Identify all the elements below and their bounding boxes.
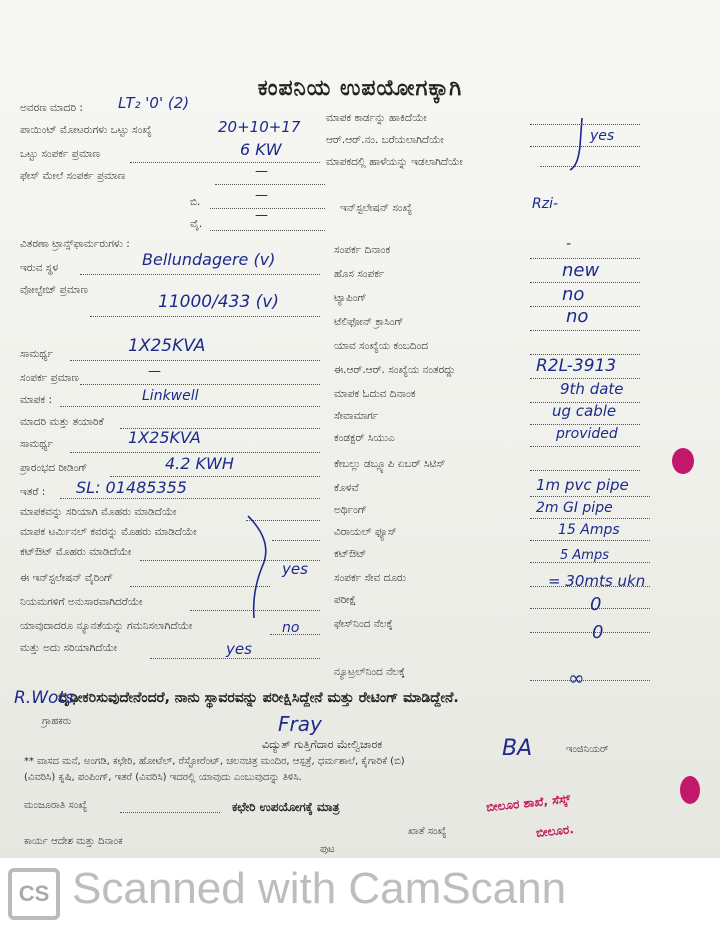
dotted-line <box>70 452 320 453</box>
left-value: 1X25KVA <box>128 336 206 356</box>
right-label: ಆರ್.ಆರ್.ನಂ. ಬರೆಯಲಾಗಿದೆಯೇ <box>326 134 444 146</box>
dotted-line <box>530 446 640 447</box>
left-label: ಮಾಪಕ ಟರ್ಮಿನಲ್ ಕವರನ್ನು ಮೊಹರು ಮಾಡಿದೆಯೇ <box>20 526 197 538</box>
ink-blot <box>680 776 700 804</box>
right-value: provided <box>556 426 618 442</box>
left-value: — <box>148 364 161 379</box>
right-label: ಕಂಡಕ್ಟರ್ ಸಿಯುಎ <box>334 432 395 444</box>
office-use-heading: ಕಛೇರಿ ಉಪಯೋಗಕ್ಕೆ ಮಾತ್ರ <box>232 800 340 814</box>
left-label: ವಿತರಣಾ ಟ್ರಾನ್ಸ್‌ಫಾರ್ಮರುಗಳು : <box>20 238 130 250</box>
dotted-line <box>120 812 220 813</box>
dotted-line <box>530 258 640 259</box>
right-value: Rzi- <box>532 196 559 212</box>
right-value: = 30mts ukn <box>548 572 646 590</box>
left-label: ಮಾಪಕ : <box>20 394 53 406</box>
scanner-watermark <box>0 858 720 926</box>
left-label: ಒಟ್ಟು ಸಂಪರ್ಕ ಪ್ರಮಾಣ <box>20 148 101 160</box>
right-label: ಅರ್ಥಿಂಗ್ <box>334 504 367 516</box>
left-label: ಇತರೆ : <box>20 486 46 498</box>
dotted-line <box>215 184 325 185</box>
office-stamp: ಬೀಲೂರ ಶಾಖೆ, ಸೆಸ್ಕ್ <box>485 791 571 815</box>
dotted-line <box>530 354 640 355</box>
engineer-signature: BA <box>502 736 533 761</box>
note-line-2: (ವಿವರಿಸಿ) ಕೃಷಿ, ಪಂಪಿಂಗ್, ಇತರೆ (ವಿವರಿಸಿ) ಇದರಲ್ಲಿ ಯಾವುದು ಎಂಬುವುದನ್ನು ತಿಳಿಸಿ. <box>24 772 302 783</box>
ink-blot <box>672 448 694 474</box>
left-value: 20+10+17 <box>218 118 301 136</box>
dotted-line <box>530 282 640 283</box>
right-value: ∞ <box>568 666 585 690</box>
engineer-label: ಇಂಜಿನಿಯರ್ <box>566 744 609 755</box>
account-label: ಖಾತೆ ಸಂಖ್ಯೆ <box>408 826 447 837</box>
right-label: ಸಂಪರ್ಕ ದಿನಾಂಕ <box>334 244 391 256</box>
consumer-signature: R.Wots <box>14 688 74 708</box>
left-value: Linkwell <box>142 388 199 404</box>
right-label: ಟೆಲಿಫೋನ್ ಕ್ರಾಸಿಂಗ್ <box>334 316 404 328</box>
left-label: ಮಾಪಕವನ್ನು ಸರಿಯಾಗಿ ಮೊಹರು ಮಾಡಿದೆಯೇ <box>20 506 177 518</box>
right-label: ಯಾವ ಸಂಖ್ಯೆಯ ಕಂಬದಿಂದ <box>334 340 429 352</box>
right-label: ಟ್ಯಾಪಿಂಗ್ <box>334 292 367 304</box>
right-label: ವಿರಾಯಲ್ ಫ್ಯೂಸ್ <box>334 526 397 538</box>
left-label: ಯಾವುದಾದರೂ ನ್ಯೂನತೆಯನ್ನು ಗಮನಿಸಲಾಗಿದೆಯೇ <box>20 620 193 632</box>
dotted-line <box>130 162 320 163</box>
work-order-label: ಕಾರ್ಯ ಆದೇಶ ಮತ್ತು ದಿನಾಂಕ <box>24 836 123 847</box>
right-label: ಹೊಸ ಸಂಪರ್ಕ <box>334 268 385 280</box>
dotted-line <box>60 406 320 407</box>
page-label: ಪುಟ <box>320 844 335 855</box>
left-value: yes <box>282 560 308 578</box>
right-label: ಸೇವಾಮಾರ್ಗ <box>334 410 379 422</box>
left-label: ಮಾದರಿ ಮತ್ತು ತಯಾರಿಕೆ <box>20 416 104 428</box>
declaration-text: ದೃಢೀಕರಿಸುವುದೇನೆಂದರೆ, ನಾನು ಸ್ಥಾವರವನ್ನು ಪರೀಕ್ಷಿಸಿದ್ದೇನೆ ಮತ್ತು ರೇಟಿಂಗ್ ಮಾಡಿದ್ದೇನೆ. <box>58 690 459 706</box>
left-label: ಬಿ. <box>190 196 201 208</box>
right-label: ಕಟ್‌ಔಟ್ <box>334 548 367 560</box>
dotted-line <box>530 424 640 425</box>
dotted-line <box>70 360 320 361</box>
right-value: new <box>562 260 600 281</box>
dotted-line <box>530 496 650 497</box>
right-value: - <box>566 236 572 252</box>
right-value: no <box>562 284 585 305</box>
left-value: Bellundagere (v) <box>142 250 276 269</box>
dotted-line <box>530 680 650 681</box>
left-label: ಈ ಇನ್‌ಸ್ಟಲೇಷನ್ ವೈರಿಂಗ್ <box>20 572 114 584</box>
left-label: ಫೇಸ್ ಮೇಲೆ ಸಂಪರ್ಕ ಪ್ರಮಾಣ <box>20 170 126 182</box>
dotted-line <box>80 274 320 275</box>
right-label: ಮಾಪಕ ಓದುವ ದಿನಾಂಕ <box>334 388 416 400</box>
office-stamp-2: ಬೀಲೂರ. <box>535 822 575 840</box>
right-value: no <box>566 306 589 327</box>
contractor-label: ವಿದ್ಯುತ್ ಗುತ್ತಿಗೆದಾರ ಮೇಲ್ವಿಚಾರಕ <box>262 738 383 751</box>
right-value: 0 <box>592 622 604 643</box>
right-value: 15 Amps <box>558 522 620 538</box>
left-label: ವೈ. <box>190 218 203 230</box>
left-label: ಮತ್ತು ಅದು ಸರಿಯಾಗಿದೆಯೇ <box>20 642 118 654</box>
left-value: 1X25KVA <box>128 428 201 447</box>
dotted-line <box>210 230 325 231</box>
note-line-1: ** ವಾಸದ ಮನೆ, ಅಂಗಡಿ, ಕಛೇರಿ, ಹೋಟೆಲ್, ರೆಸ್ಟೋರೆಂಟ್, ಚಲನಚಿತ್ರ ಮಂದಿರ, ಆಸ್ಪತ್ರೆ, ಧರ್ಮಶಾಲೆ, ಕೈಗಾರಿಕೆ (ಬಿ) <box>24 756 405 767</box>
dotted-line <box>110 476 320 477</box>
left-value: LT₂ '0' (2) <box>118 94 190 112</box>
left-label: ಸಾಮರ್ಥ್ಯ <box>20 438 53 450</box>
right-value: 0 <box>590 594 602 615</box>
watermark-text: Scanned with CamScann <box>72 864 567 913</box>
left-label: ಅವರಣ ಮಾದರಿ : <box>20 102 83 114</box>
left-value: 4.2 KWH <box>165 454 234 473</box>
right-value: ug cable <box>552 402 617 420</box>
handwritten-brace <box>568 116 598 174</box>
left-value: no <box>282 620 300 636</box>
right-value: R2L-3913 <box>536 356 617 376</box>
right-label: ಈ.ಆರ್.ಆರ್. ಸಂಖ್ಯೆಯ ನಂತರದ್ದು <box>334 364 456 376</box>
left-label: ಪ್ರಾರಂಭದ ರೀಡಿಂಗ್ <box>20 462 88 474</box>
right-label: ನ್ಯೂಟ್ರಲ್‌ನಿಂದ ನೆಲಕ್ಕೆ <box>334 666 405 678</box>
left-value: 6 KW <box>240 140 282 159</box>
right-value: yes <box>590 128 615 144</box>
right-label: ಸಂಪರ್ಕ ಸೇವ ದೂರು <box>334 572 406 584</box>
dotted-line <box>90 316 320 317</box>
right-label: ಕೇಬಲ್ಲು ಡಬ್ಲ್ಯೂಪಿ ಏಬರ್ ಸಿಟಿಸ್ <box>334 458 446 470</box>
right-value: 5 Amps <box>560 548 609 563</box>
right-label: ಕೊಳವೆ <box>334 482 359 494</box>
left-label: ಕಟ್‌ಔಟ್ ಮೊಹರು ಮಾಡಿದೆಯೇ <box>20 546 132 558</box>
left-value: SL: 01485355 <box>76 478 187 497</box>
right-label: ಪರೀಕ್ಷೆ <box>334 594 357 606</box>
dotted-line <box>530 518 650 519</box>
left-label: ಸಂಪರ್ಕ ಪ್ರಮಾಣ <box>20 372 79 384</box>
consumer-label: ಗ್ರಾಹಕರು <box>42 716 72 727</box>
left-label: ನಿಯಮಗಳಿಗೆ ಅನುಸಾರವಾಗಿದರೆಯೇ <box>20 596 143 608</box>
dotted-line <box>530 470 640 471</box>
right-value: 2m GI pipe <box>536 500 613 516</box>
dotted-line <box>80 384 320 385</box>
dotted-line <box>530 330 640 331</box>
dotted-line <box>60 498 320 499</box>
right-label: ಫೇಸ್‌ನಿಂದ ನೆಲಕ್ಕೆ <box>334 618 393 630</box>
left-value: 11000/433 (v) <box>158 292 279 312</box>
right-label: ಇನ್‌ಸ್ಟಲೇಷನ್ ಸಂಖ್ಯೆ <box>340 202 413 214</box>
left-value: — <box>255 188 268 203</box>
right-value: 1m pvc pipe <box>536 476 629 494</box>
left-value: — <box>255 164 268 179</box>
left-label: ವೋಲ್ಟೇಜ್ ಪ್ರಮಾಣ <box>20 284 88 296</box>
right-value: 9th date <box>560 380 624 398</box>
form-title: ಕಂಪನಿಯ ಉಪಯೋಗಕ್ಕಾಗಿ <box>257 76 463 101</box>
left-value: — <box>255 208 268 223</box>
dotted-line <box>530 632 650 633</box>
dotted-line <box>150 658 320 659</box>
handwritten-brace <box>240 512 280 622</box>
right-label: ಮಾಪಕ ಕಾರ್ಡನ್ನು ಹಾಕಿದೆಯೇ <box>326 112 427 124</box>
dotted-line <box>530 378 640 379</box>
left-value: yes <box>226 640 252 658</box>
left-label: ಇರುವ ಸ್ಥಳ <box>20 262 59 274</box>
contractor-signature: Fray <box>278 712 322 736</box>
dotted-line <box>530 540 650 541</box>
camscanner-logo-icon: CS <box>8 868 60 920</box>
right-label: ಮಾಪಕದಲ್ಲಿ ಹಾಳೆಯನ್ನು ಇಡಲಾಗಿದೆಯೇ <box>326 156 463 168</box>
left-label: ಸಾಮರ್ಥ್ಯ <box>20 348 53 360</box>
sanction-label: ಮಂಜೂರಾತಿ ಸಂಖ್ಯೆ <box>24 800 88 811</box>
left-label: ಪಾಯಿಂಟ್ ಮೋಟರುಗಳು ಒಟ್ಟು ಸಂಖ್ಯೆ <box>20 124 152 136</box>
